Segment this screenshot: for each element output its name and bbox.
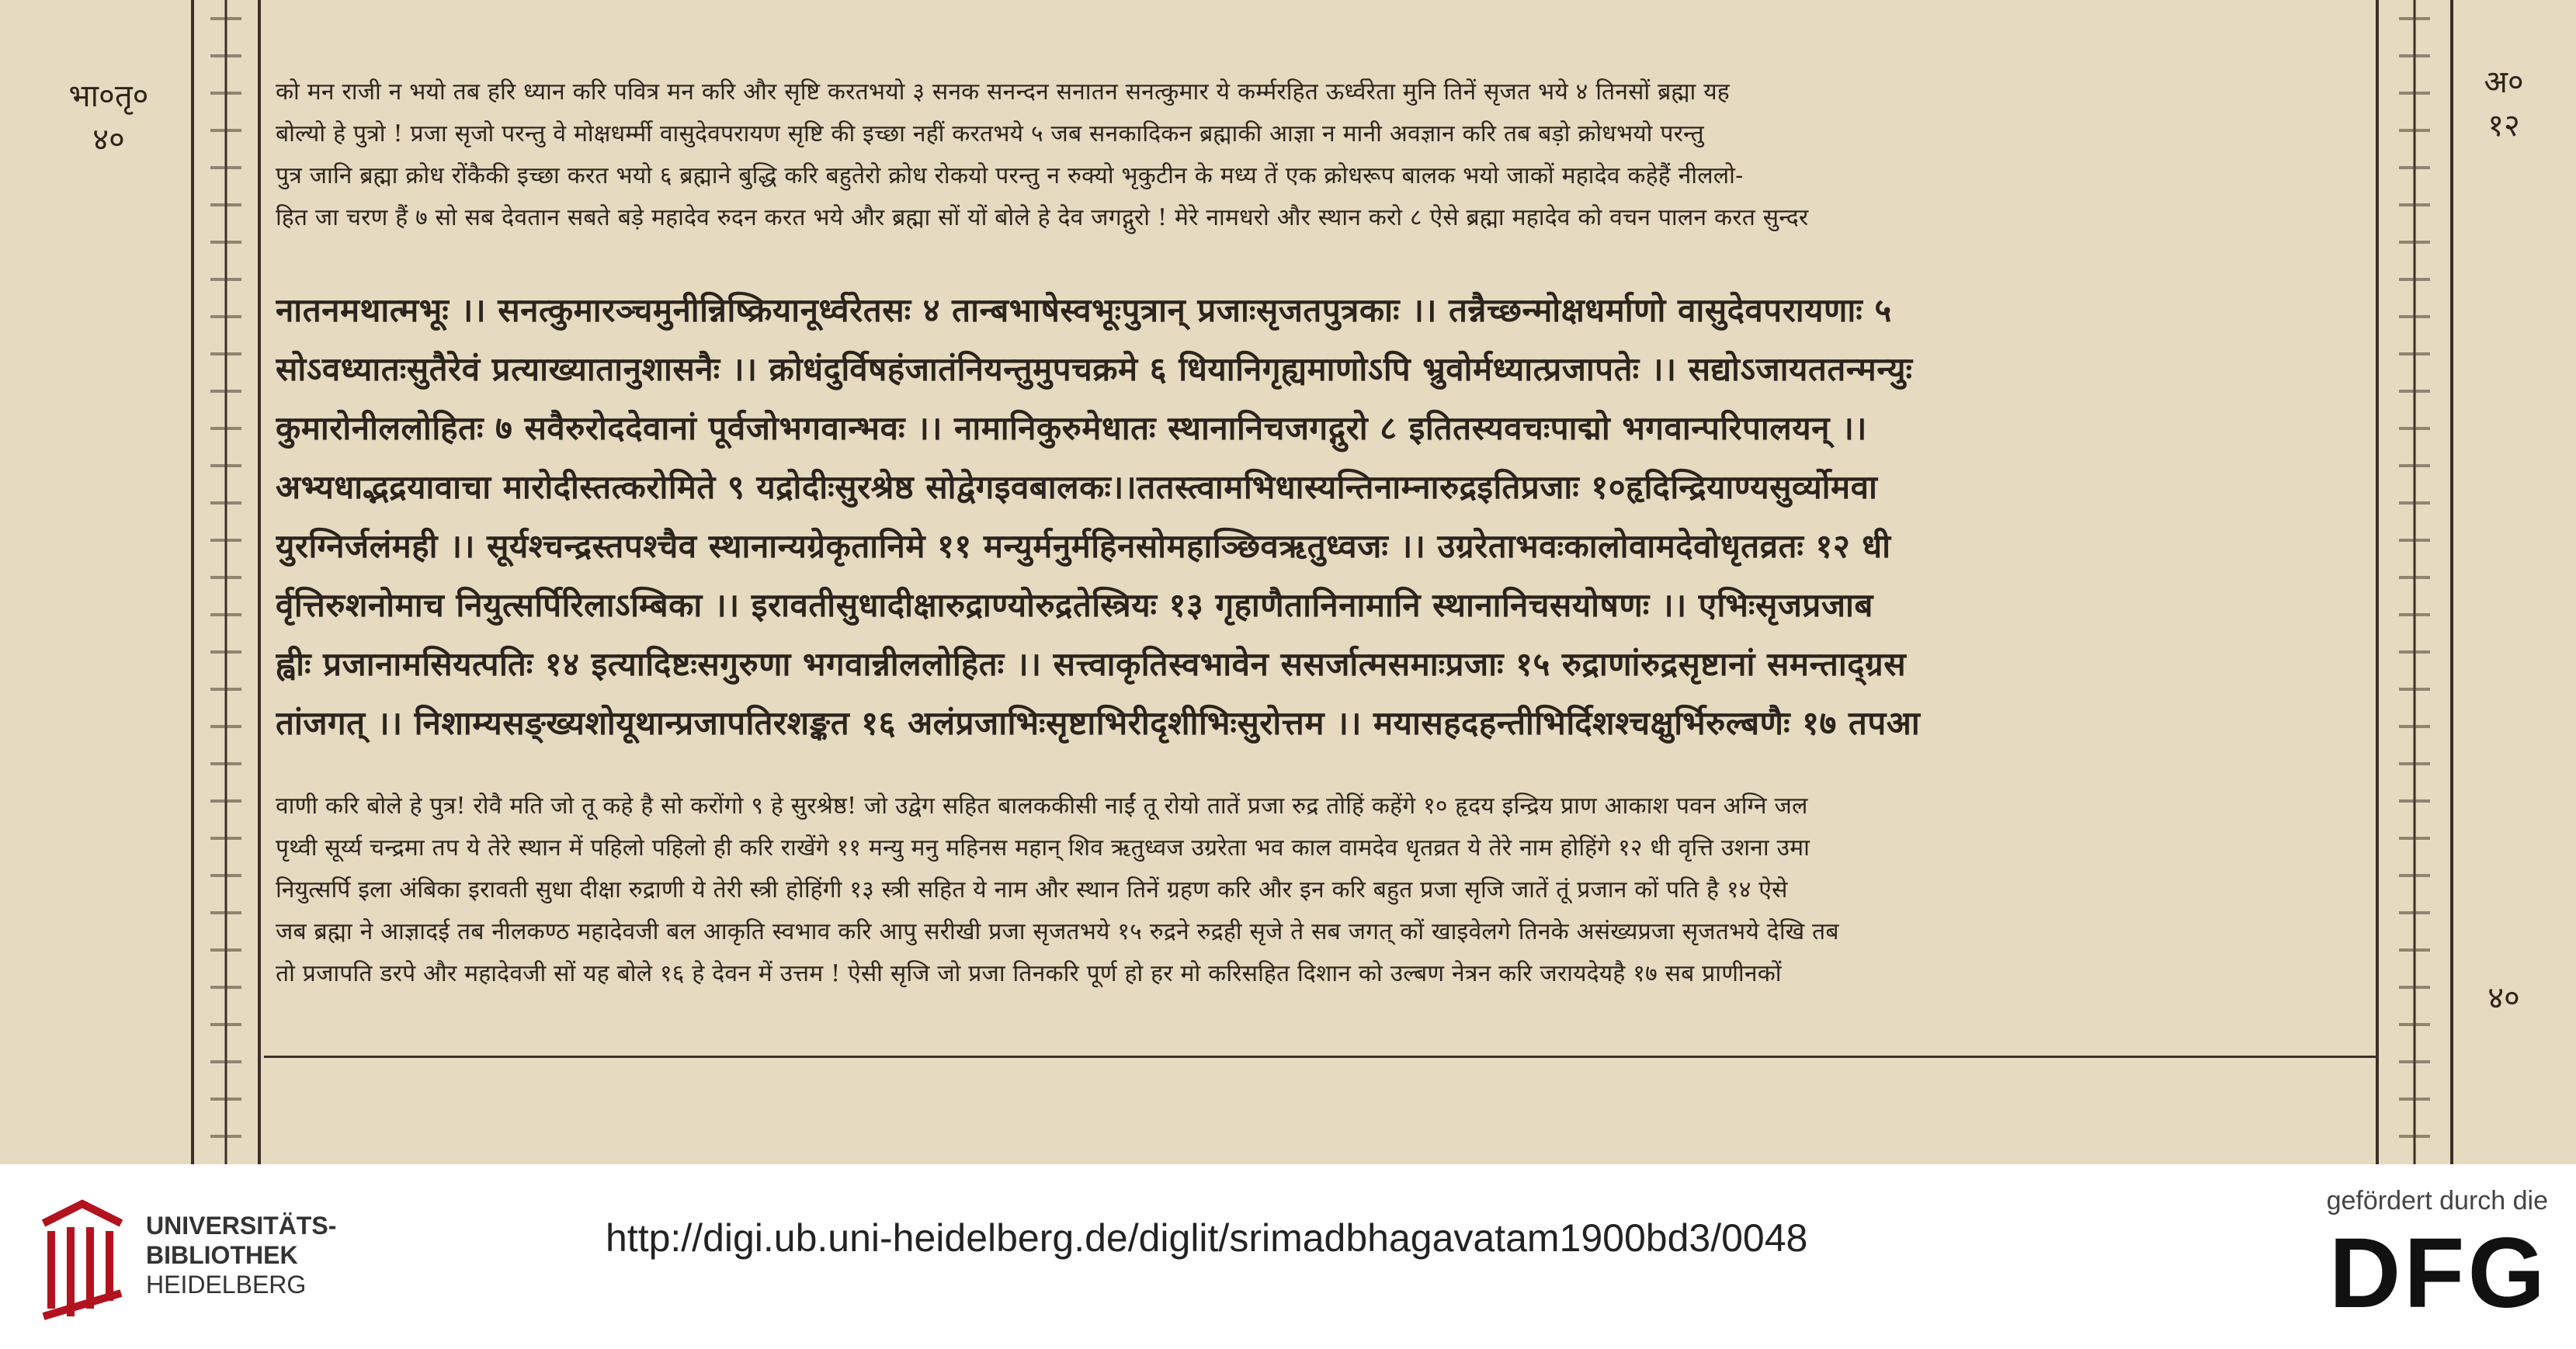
verse-line: युरग्निर्जलंमही ।। सूर्यश्चन्द्रस्तपश्चैव स्थानान्यग्रेकृतानिमे ११ मन्युर्मनुर्महिनसोमहाञ्छिवऋतुध्वजः ।। उग्ररेताभवःकालोवामदेवोधृतव्रतः १२ धी [276, 527, 1891, 565]
verse-line: ह्वीः प्रजानामसियत्पतिः १४ इत्यादिष्टःसगुरुणा भगवान्नीललोहितः ।। सत्त्वाकृतिस्वभावेन ससर्जात्मसमाःप्रजाः १५ रुद्राणांरुद्रसृष्टानां समन्ताद्ग्रस [276, 645, 1907, 683]
right-ornamental-border [2376, 0, 2453, 1164]
sanskrit-verses [276, 281, 2364, 753]
prose-line: हित जा चरण हैं ७ सो सब देवतान सबते बड़े महादेव रुदन करत भये और ब्रह्मा सों यों बोले हे देव जगद्गुरो ! मेरे नामधरो और स्थान करो ८ ऐसे ब्रह्मा महादेव को वचन पालन करत सुन्दर [276, 204, 1809, 231]
verse-line: कुमारोनीललोहितः ७ सवैरुरोददेवानां पूर्वजोभगवान्भवः ।। नामानिकुरुमेधातः स्थानानिचजगद्गुरो ८ इतितस्यवचःपाद्मो भगवान्परिपालयन् ।। [276, 409, 1867, 447]
ub-heidelberg-logo-icon [28, 1192, 137, 1324]
right-margin-bottom-note [2461, 976, 2546, 1020]
prose-line: पृथ्वी सूर्य्य चन्द्रमा तप ये तेरे स्थान में पहिलो पहिलो ही करि राखेंगे ११ मन्यु मनु महिनस महान् शिव ऋतुध्वज उग्ररेता भव काल वामदेव धृतव्रत ये तेरे नाम होहिंगे १२ धी वृत्ति उशना उमा [276, 834, 1810, 862]
right-margin-number: १२ [2487, 108, 2520, 144]
prose-line: नियुत्सर्पि इला अंबिका इरावती सुधा दीक्षा रुद्राणी ये तेरी स्त्री होहिंगी १३ स्त्री सहित ये नाम और स्थान तिनें ग्रहण करि और इन करि बहुत प्रजा सृजि जातें तूं प्रजान कों पति है १४ ऐसे [276, 876, 1788, 903]
permalink-url[interactable]: http://digi.ub.uni-heidelberg.de/diglit/srimadbhagavatam1900bd3/0048 [606, 1216, 1808, 1260]
dfg-logo: DFG [2328, 1218, 2548, 1329]
prose-line: को मन राजी न भयो तब हरि ध्यान करि पवित्र मन करि और सृष्टि करतभयो ३ सनक सनन्दन सनातन सनत्कुमार ये कर्म्मरहित ऊर्ध्वरेता मुनि तिनें सृजत भये ४ तिनसों ब्रह्मा यह [276, 78, 1730, 106]
funder-label: gefördert durch die [2326, 1186, 2548, 1215]
prose-line: तो प्रजापति डरपे और महादेवजी सों यह बोले १६ हे देवन में उत्तम ! ऐसी सृजि जो प्रजा तिनकरि पूर्ण हो हर मो करिसहित दिशान को उल्बण नेत्रन करि जरायदेयहै १७ सब प्राणीनकों [276, 960, 1782, 987]
viewer-footer [0, 1164, 2576, 1349]
verse-line: नातनमथात्मभूः ।। सनत्कुमारञ्चमुनीन्निष्क्रियानूर्ध्वरेतसः ४ तान्बभाषेस्वभूःपुत्रान् प्रजाःसृजतपुत्रकाः ।। तन्नैच्छन्मोक्षधर्माणो वासुदेवपरायणाः ५ [276, 291, 1892, 329]
commentary-bottom [276, 785, 2364, 995]
left-ornamental-border [191, 0, 261, 1164]
library-name [146, 1211, 336, 1299]
library-name-line1: UNIVERSITÄTS- [146, 1212, 337, 1240]
left-margin-note [31, 75, 186, 161]
prose-line: बोल्यो हे पुत्रो ! प्रजा सृजो परन्तु वे मोक्षधर्म्मी वासुदेवपरायण सृष्टि की इच्छा नहीं करतभये ५ जब सनकादिकन ब्रह्माकी आज्ञा न मानी अवज्ञान करि तब बड़ो क्रोधभयो परन्तु [276, 120, 1704, 147]
verse-line: अभ्यधाद्भद्रयावाचा मारोदीस्तत्करोमिते ९ यद्रोदीःसुरश्रेष्ठ सोद्वेगइवबालकः।।ततस्त्वामभिधास्यन्तिनाम्नारुद्रइतिप्रजाः १०हृदिन्द्रियाण्यसुर्व्योमवा [276, 468, 1878, 506]
prose-line: पुत्र जानि ब्रह्मा क्रोध रोंकैकी इच्छा करत भयो ६ ब्रह्माने बुद्धि करि बहुतेरो क्रोध रोकयो परन्तु न रुक्यो भृकुटीन के मध्य तें एक क्रोधरूप बालक भयो जाकों महादेव कहेहैं नीललो- [276, 162, 1744, 189]
library-name-line3: HEIDELBERG [146, 1271, 307, 1299]
verse-line: तांजगत् ।। निशाम्यसङ्ख्यशोयूथान्प्रजापतिरशङ्कत १६ अलंप्रजाभिःसृष्टाभिरीदृशीभिःसुरोत्तम ।। मयासहदहन्तीभिर्दिशश्चक्षुर्भिरुल्बणैः १७ तपआ [276, 704, 1921, 742]
right-margin-page-number: ४० [2487, 980, 2520, 1016]
verse-line: सोऽवध्यातःसुतैरेवं प्रत्याख्यातानुशासनैः ।। क्रोधंदुर्विषहंजातंनियन्तुमुपचक्रमे ६ धियानिगृह्यमाणोऽपि भ्रुवोर्मध्यात्प्रजापतेः ।। सद्योऽजायततन्मन्युः [276, 350, 1913, 388]
vine-ornament [210, 0, 241, 1164]
left-margin-ref: भा०तृ० [68, 78, 149, 114]
right-margin-note [2461, 61, 2546, 147]
left-margin-number: ४० [92, 122, 125, 158]
prose-line: वाणी करि बोले हे पुत्र! रोवै मति जो तू कहे है सो करोंगो ९ हे सुरश्रेष्ठ! जो उद्वेग सहित बालककीसी नाईं तू रोयो तातें प्रजा रुद्र तोहिं कहेंगे १० हृदय इन्द्रिय प्राण आकाश पवन अग्नि जल [276, 792, 1808, 820]
funder-block [2253, 1186, 2548, 1329]
commentary-top [276, 71, 2364, 239]
vine-ornament [2399, 0, 2430, 1164]
verse-line: र्वृत्तिरुशनोमाच नियुत्सर्पिरिलाऽम्बिका ।। इरावतीसुधादीक्षारुद्राण्योरुद्रतेस्त्रियः १३ गृहाणैतानिनामानि स्थानानिचसयोषणः ।। एभिःसृजप्रजाब [276, 586, 1873, 624]
right-margin-ref: अ० [2484, 64, 2524, 100]
page-bottom-rule [264, 1056, 2376, 1058]
prose-line: जब ब्रह्मा ने आज्ञादई तब नीलकण्ठ महादेवजी बल आकृति स्वभाव करि आपु सरीखी प्रजा सृजतभये १५ रुद्रने रुद्रही सृजे ते सब जगत् कों खाइवेलगे तिनके असंख्यप्रजा सृजतभये देखि तब [276, 918, 1839, 945]
library-name-line2: BIBLIOTHEK [146, 1241, 298, 1269]
